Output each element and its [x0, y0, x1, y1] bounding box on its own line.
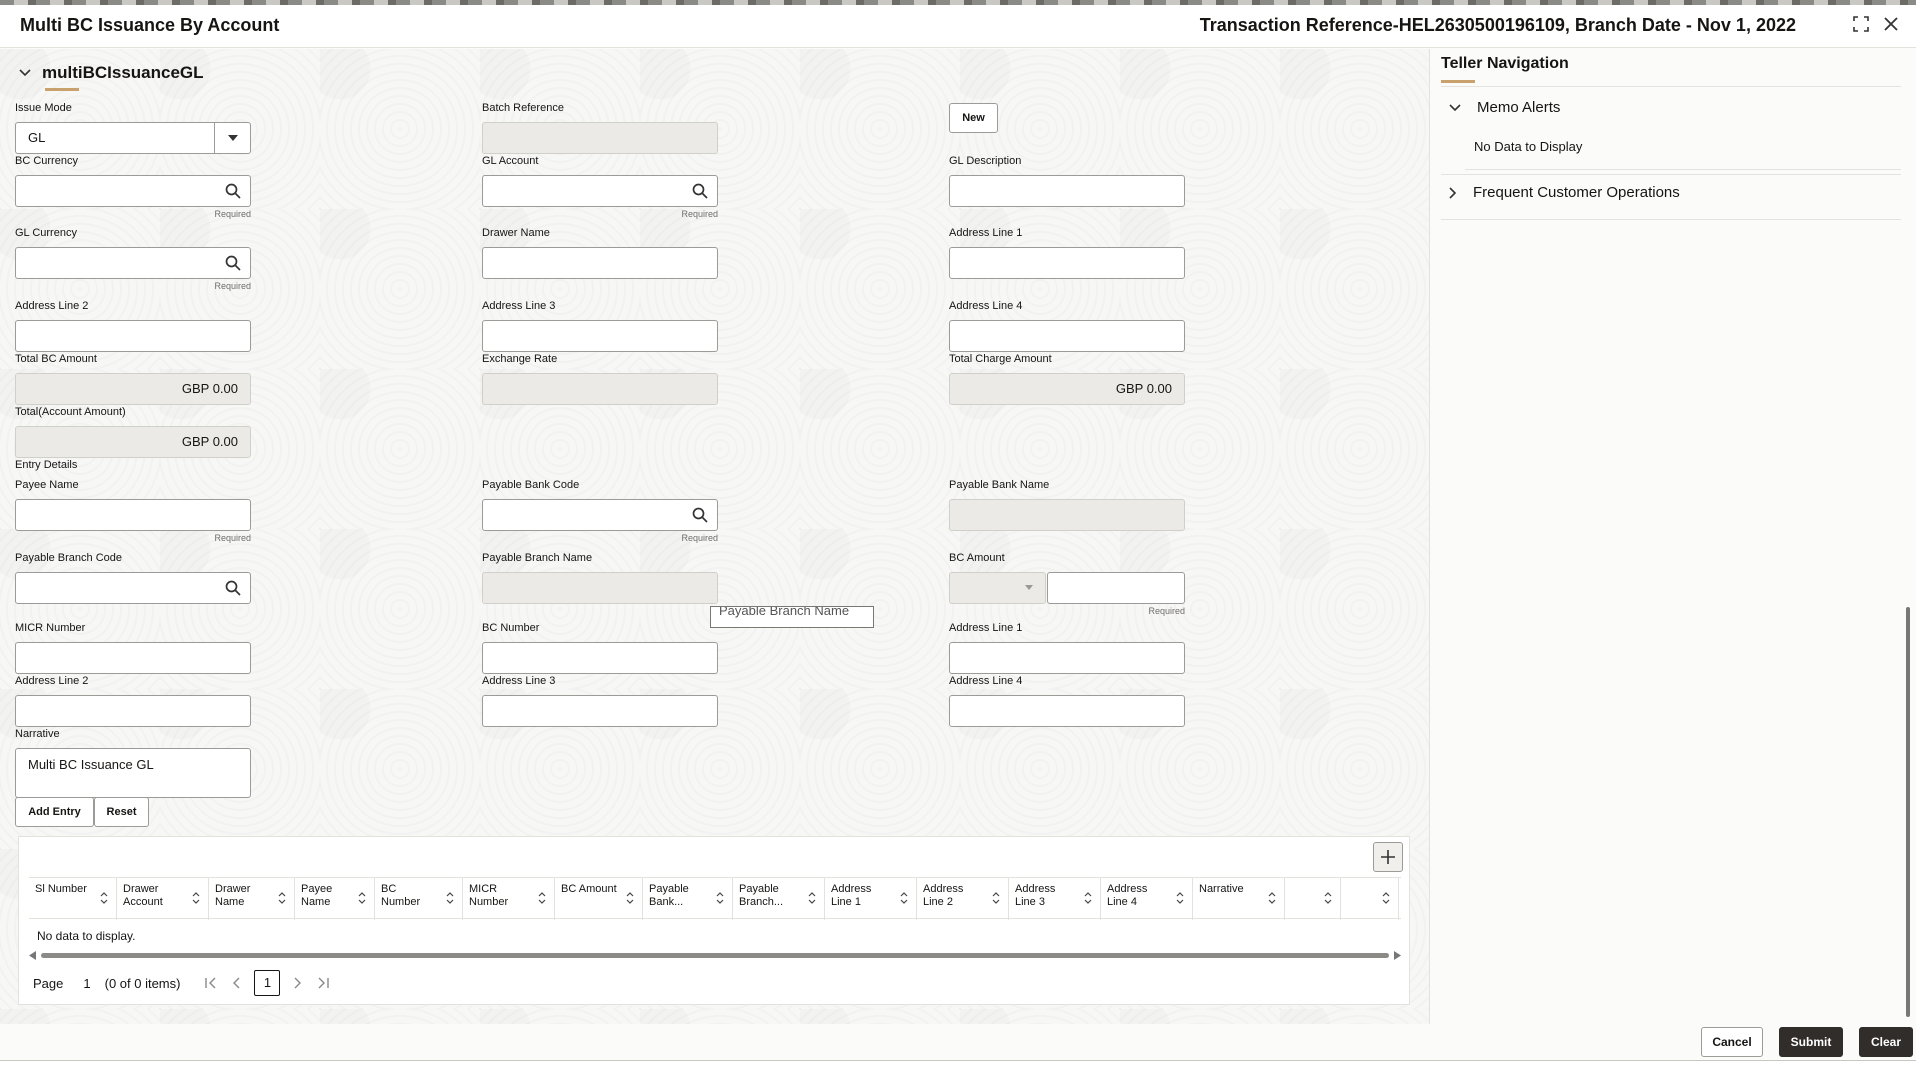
- required-hint: Required: [214, 281, 251, 291]
- address-line2-field: [15, 300, 251, 352]
- scrollbar-thumb[interactable]: [1906, 607, 1910, 1017]
- column-header[interactable]: [1341, 878, 1399, 920]
- bc-currency-input[interactable]: [15, 175, 251, 207]
- sort-icon[interactable]: [1268, 892, 1276, 904]
- scroll-left-icon[interactable]: [29, 951, 37, 960]
- issue-mode-field: [15, 102, 251, 154]
- entry-address-line4-input[interactable]: [949, 695, 1185, 727]
- current-page-button[interactable]: 1: [254, 970, 280, 996]
- bc-amount-label: BC Amount: [949, 552, 1005, 564]
- search-icon[interactable]: [691, 506, 709, 524]
- column-header[interactable]: [643, 878, 733, 920]
- gl-currency-input[interactable]: [15, 247, 251, 279]
- search-icon[interactable]: [691, 182, 709, 200]
- caret-down-icon[interactable]: [214, 123, 250, 153]
- payable-bank-name-field: [949, 479, 1185, 531]
- gl-description-field: [949, 155, 1185, 207]
- memo-alerts-toggle[interactable]: [1449, 99, 1560, 116]
- add-entry-button[interactable]: Add Entry: [15, 797, 94, 827]
- sort-icon[interactable]: [808, 892, 816, 904]
- scroll-right-icon[interactable]: [1393, 951, 1401, 960]
- column-header-label: Address Line 3: [1015, 883, 1056, 908]
- entry-address-line2-input[interactable]: [15, 695, 251, 727]
- column-header[interactable]: [1101, 878, 1193, 920]
- payable-branch-name-field: [482, 552, 718, 604]
- sort-icon[interactable]: [358, 892, 366, 904]
- column-header[interactable]: [463, 878, 555, 920]
- chevron-down-icon[interactable]: [18, 64, 32, 82]
- column-header-label: Address Line 2: [923, 883, 964, 908]
- maximize-icon[interactable]: [1850, 15, 1872, 37]
- bc-currency-field: [15, 155, 251, 219]
- gl-account-input[interactable]: [482, 175, 718, 207]
- total-charge-amount-label: Total Charge Amount: [949, 353, 1052, 365]
- micr-number-input[interactable]: [15, 642, 251, 674]
- exchange-rate-label: Exchange Rate: [482, 353, 558, 365]
- column-header[interactable]: [29, 878, 117, 920]
- address-line1-label: Address Line 1: [949, 227, 1023, 239]
- caret-down-icon: [1025, 585, 1033, 590]
- column-header-label: Drawer Name: [215, 883, 251, 908]
- column-header-label: Drawer Account: [123, 883, 163, 908]
- section-title: multiBCIssuanceGL: [42, 63, 204, 82]
- search-icon[interactable]: [224, 579, 242, 597]
- address-line1-input[interactable]: [949, 247, 1185, 279]
- sort-icon[interactable]: [446, 892, 454, 904]
- sort-icon[interactable]: [278, 892, 286, 904]
- address-line3-input[interactable]: [482, 320, 718, 352]
- payable-branch-code-field: [15, 552, 251, 604]
- column-header-label: Sl Number: [35, 883, 87, 895]
- address-line1-field: [949, 227, 1185, 279]
- search-icon[interactable]: [224, 254, 242, 272]
- gl-currency-label: GL Currency: [15, 227, 77, 239]
- submit-button[interactable]: Submit: [1779, 1027, 1843, 1057]
- sort-icon[interactable]: [1324, 892, 1332, 904]
- reset-button[interactable]: Reset: [94, 797, 149, 827]
- entry-address-line2-field: [15, 675, 251, 727]
- payable-bank-name-label: Payable Bank Name: [949, 479, 1050, 491]
- total-charge-amount-value: GBP 0.00: [949, 373, 1185, 405]
- gl-account-label: GL Account: [482, 155, 539, 167]
- first-page-icon[interactable]: [202, 974, 220, 992]
- address-line4-input[interactable]: [949, 320, 1185, 352]
- total-bc-amount-value: GBP 0.00: [15, 373, 251, 405]
- divider: [1441, 86, 1901, 87]
- drawer-name-input[interactable]: [482, 247, 718, 279]
- clear-button[interactable]: Clear: [1859, 1027, 1913, 1057]
- address-line2-label: Address Line 2: [15, 300, 89, 312]
- required-hint: Required: [214, 209, 251, 219]
- bc-currency-label: BC Currency: [15, 155, 78, 167]
- required-hint: Required: [681, 209, 718, 219]
- address-line4-label: Address Line 4: [949, 300, 1023, 312]
- narrative-label: Narrative: [15, 728, 60, 740]
- transaction-window: [0, 5, 1916, 1061]
- page-label: Page: [33, 975, 64, 991]
- close-icon[interactable]: [1880, 15, 1902, 37]
- transaction-reference: Transaction Reference-HEL2630500196109, Branch Date - Nov 1, 2022: [1199, 15, 1796, 35]
- total-bc-amount-label: Total BC Amount: [15, 353, 97, 365]
- previous-page-icon[interactable]: [228, 974, 246, 992]
- payable-branch-code-label: Payable Branch Code: [15, 552, 123, 564]
- issue-mode-label: Issue Mode: [15, 102, 72, 114]
- frequent-operations-label: Frequent Customer Operations: [1473, 184, 1680, 201]
- sort-icon[interactable]: [992, 892, 1000, 904]
- add-row-button[interactable]: [1373, 842, 1403, 872]
- sort-icon[interactable]: [1176, 892, 1184, 904]
- address-line3-label: Address Line 3: [482, 300, 556, 312]
- bc-number-label: BC Number: [482, 622, 540, 634]
- plus-icon: [1380, 849, 1396, 865]
- payable-bank-name-value: [949, 499, 1185, 531]
- column-header[interactable]: [209, 878, 295, 920]
- divider: [1441, 174, 1901, 175]
- gl-account-field: [482, 155, 718, 219]
- column-header[interactable]: [1009, 878, 1101, 920]
- sort-icon[interactable]: [192, 892, 200, 904]
- payable-bank-code-label: Payable Bank Code: [482, 479, 580, 491]
- column-header[interactable]: [1285, 878, 1341, 920]
- batch-reference-input: [482, 122, 718, 154]
- sort-icon[interactable]: [1382, 892, 1390, 904]
- entry-address-line1-label: Address Line 1: [949, 622, 1023, 634]
- payable-branch-name-value: [482, 572, 718, 604]
- micr-number-label: MICR Number: [15, 622, 86, 634]
- gl-description-label: GL Description: [949, 155, 1022, 167]
- entry-address-line2-label: Address Line 2: [15, 675, 89, 687]
- sort-icon[interactable]: [538, 892, 546, 904]
- column-header[interactable]: [295, 878, 375, 920]
- items-count: (0 of 0 items): [104, 975, 181, 991]
- column-header-label: BC Amount: [561, 883, 617, 895]
- column-header-label: Payee Name: [301, 883, 333, 908]
- column-header-label: Address Line 1: [831, 883, 872, 908]
- required-hint: Required: [1148, 606, 1185, 616]
- column-header-label: Address Line 4: [1107, 883, 1148, 908]
- bc-amount-field: [949, 552, 1185, 616]
- gl-description-input[interactable]: [949, 175, 1185, 207]
- micr-number-field: [15, 622, 251, 674]
- exchange-rate-field: [482, 353, 718, 405]
- payee-name-label: Payee Name: [15, 479, 79, 491]
- payee-name-input[interactable]: [15, 499, 251, 531]
- payable-bank-code-field: [482, 479, 718, 543]
- payable-bank-code-input[interactable]: [482, 499, 718, 531]
- bc-amount-group: [949, 572, 1185, 604]
- main-form-area: [0, 49, 1430, 1024]
- column-header-label: Narrative: [1199, 883, 1244, 895]
- teller-navigation-panel: [1431, 49, 1901, 1024]
- column-header-label: MICR Number: [469, 883, 509, 908]
- entry-address-line4-label: Address Line 4: [949, 675, 1023, 687]
- sort-icon[interactable]: [626, 892, 634, 904]
- new-button[interactable]: New: [949, 103, 998, 133]
- sort-icon[interactable]: [100, 892, 108, 904]
- teller-underline: [1441, 80, 1475, 83]
- address-line3-field: [482, 300, 718, 352]
- batch-reference-label: Batch Reference: [482, 102, 564, 114]
- table-header: [29, 877, 1401, 919]
- entries-table: [18, 836, 1410, 1005]
- total-account-amount-label: Total(Account Amount): [15, 406, 126, 418]
- entry-address-line1-field: [949, 622, 1185, 674]
- entry-address-line3-field: [482, 675, 718, 727]
- section-header[interactable]: [18, 61, 204, 85]
- column-header-label: BC Number: [381, 883, 421, 908]
- column-header[interactable]: [733, 878, 825, 920]
- title-bar: [0, 5, 1916, 48]
- total-account-amount-value: GBP 0.00: [15, 426, 251, 458]
- divider: [1441, 219, 1901, 220]
- entry-address-line3-input[interactable]: [482, 695, 718, 727]
- issue-mode-value: GL: [28, 130, 46, 145]
- memo-alerts-empty: No Data to Display: [1474, 139, 1583, 154]
- bc-amount-currency-select[interactable]: [949, 572, 1046, 604]
- next-page-icon[interactable]: [288, 974, 306, 992]
- address-line2-input[interactable]: [15, 320, 251, 352]
- column-header[interactable]: [117, 878, 209, 920]
- column-header[interactable]: [917, 878, 1009, 920]
- batch-reference-field: [482, 102, 718, 154]
- sort-icon[interactable]: [1084, 892, 1092, 904]
- cancel-button[interactable]: Cancel: [1701, 1027, 1763, 1057]
- column-header[interactable]: [555, 878, 643, 920]
- sort-icon[interactable]: [900, 892, 908, 904]
- required-hint: Required: [681, 533, 718, 543]
- sort-icon[interactable]: [716, 892, 724, 904]
- total-charge-amount-field: [949, 353, 1185, 405]
- teller-title: Teller Navigation: [1441, 55, 1569, 72]
- total-bc-amount-field: [15, 353, 251, 405]
- column-header-label: Payable Branch...: [739, 883, 784, 908]
- vertical-scrollbar[interactable]: [1906, 67, 1912, 1022]
- frequent-operations-toggle[interactable]: [1449, 184, 1680, 201]
- column-header[interactable]: [825, 878, 917, 920]
- entry-address-line3-label: Address Line 3: [482, 675, 556, 687]
- chevron-right-icon: [1449, 187, 1457, 199]
- address-line4-field: [949, 300, 1185, 352]
- page-number-input[interactable]: 1: [83, 975, 91, 991]
- required-hint: Required: [214, 533, 251, 543]
- bc-amount-input[interactable]: [1047, 572, 1185, 604]
- column-header[interactable]: [1193, 878, 1285, 920]
- narrative-input[interactable]: Multi BC Issuance GL: [15, 748, 251, 798]
- payee-name-field: [15, 479, 251, 543]
- empty-table-message: No data to display.: [37, 929, 136, 943]
- exchange-rate-value: [482, 373, 718, 405]
- last-page-icon[interactable]: [314, 974, 332, 992]
- memo-alerts-label: Memo Alerts: [1477, 99, 1561, 116]
- payable-branch-name-label: Payable Branch Name: [482, 552, 593, 564]
- scrollbar-thumb[interactable]: [41, 953, 1389, 958]
- issue-mode-select[interactable]: [15, 122, 251, 154]
- entry-address-line4-field: [949, 675, 1185, 727]
- column-header-label: Payable Bank...: [649, 883, 689, 908]
- pagination: [33, 970, 332, 996]
- total-account-amount-field: [15, 406, 251, 458]
- payable-branch-code-input[interactable]: [15, 572, 251, 604]
- window-title: Multi BC Issuance By Account: [20, 15, 280, 35]
- column-header[interactable]: [375, 878, 463, 920]
- gl-currency-field: [15, 227, 251, 291]
- chevron-down-icon: [1449, 104, 1461, 112]
- divider: [1465, 169, 1901, 170]
- search-icon[interactable]: [224, 182, 242, 200]
- bc-number-field: [482, 622, 718, 674]
- tooltip-payable-branch-name: Payable Branch Name: [710, 606, 874, 628]
- drawer-name-label: Drawer Name: [482, 227, 550, 239]
- bc-number-input[interactable]: [482, 642, 718, 674]
- entry-address-line1-input[interactable]: [949, 642, 1185, 674]
- entry-details-heading: Entry Details: [15, 459, 78, 471]
- drawer-name-field: [482, 227, 718, 279]
- horizontal-scrollbar[interactable]: [29, 951, 1401, 959]
- section-underline: [45, 88, 79, 91]
